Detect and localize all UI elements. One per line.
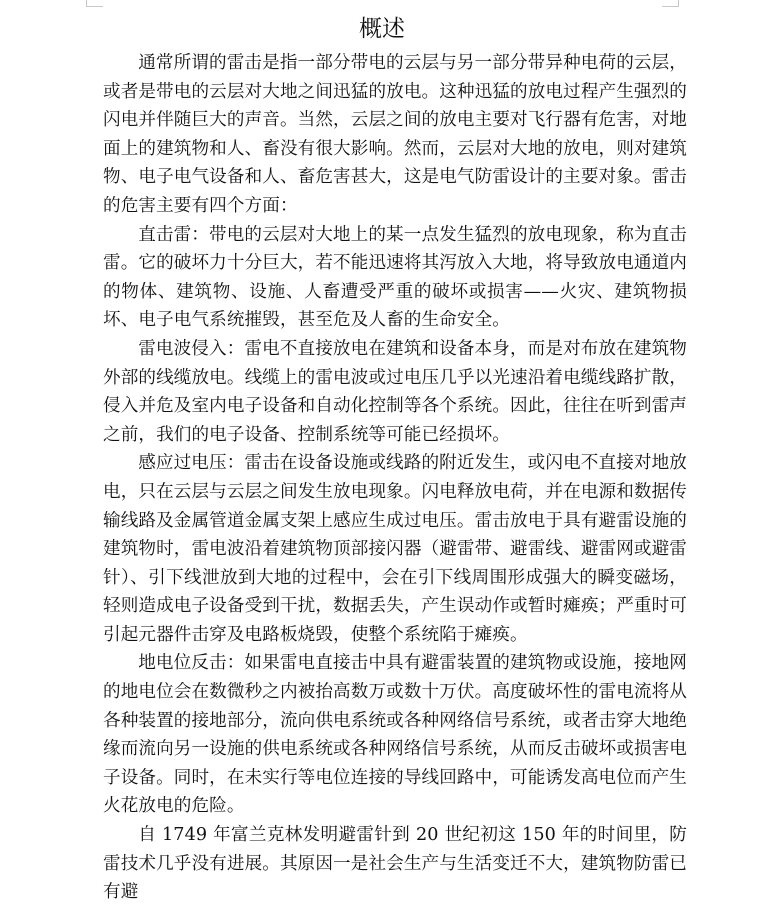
paragraph-overview: 通常所谓的雷击是指一部分带电的云层与另一部分带异种电荷的云层，或者是带电的云层对大地之间迅猛的放电。这种迅猛的放电过程产生强烈的闪电并伴随巨大的声音。当然，云层之间的放电主要对飞行器有危害，对地面上的建筑物和人、畜没有很大影响。然而，云层对大地的放电，则对建筑物、电子电气设备和人、畜危害甚大，这是电气防雷设计的主要对象。雷击的危害主要有四个方面： (103, 53, 687, 216)
document-body (103, 49, 687, 907)
paragraph-lightning-wave-intrusion: 雷电波侵入：雷电不直接放电在建筑和设备本身，而是对布放在建筑物外部的线缆放电。线缆上的雷电波或过电压几乎以光速沿着电缆线路扩散，侵入并危及室内电子设备和自动化控制等各个系统。因此，往往在听到雷声之前，我们的电子设备、控制系统等可能已经损坏。 (103, 338, 687, 445)
paragraph-ground-potential-counterattack: 地电位反击：如果雷电直接击中具有避雷装置的建筑物或设施，接地网的地电位会在数微秒之内被抬高数万或数十万伏。高度破坏性的雷电流将从各种装置的接地部分，流向供电系统或各种网络信号系统，或者击穿大地绝缘而流向另一设施的供电系统或各种网络信号系统，从而反击破坏或损害电子设备。同时，在未实行等电位连接的导线回路中，可能诱发高电位而产生火花放电的危险。 (103, 653, 687, 817)
paragraph-direct-lightning: 直击雷：带电的云层对大地上的某一点发生猛烈的放电现象，称为直击雷。它的破坏力十分巨大，若不能迅速将其泻放入大地，将导致放电通道内的物体、建筑物、设施、人畜遭受严重的破坏或损害——火灾、建筑物损坏、电子电气系统摧毁，甚至危及人畜的生命安全。 (103, 224, 687, 331)
paragraph-history: 自 1749 年富兰克林发明避雷针到 20 世纪初这 150 年的时间里，防雷技术几乎没有进展。其原因一是社会生产与生活变迁不大，建筑物防雷已有避 (103, 825, 687, 903)
paragraph-induced-overvoltage: 感应过电压：雷击在设备设施或线路的附近发生，或闪电不直接对地放电，只在云层与云层之间发生放电现象。闪电释放电荷，并在电源和数据传输线路及金属管道金属支架上感应生成过电压。雷击放电于具有避雷设施的建筑物时，雷电波沿着建筑物顶部接闪器（避雷带、避雷线、避雷网或避雷针）、引下线泄放到大地的过程中，会在引下线周围形成强大的瞬变磁场，轻则造成电子设备受到干扰，数据丢失，产生误动作或暂时瘫痪；严重时可引起元器件击穿及电路板烧毁，使整个系统陷于瘫痪。 (103, 453, 687, 645)
document-title: 概述 (359, 16, 405, 42)
margin-corner-mark-left (86, 0, 103, 7)
margin-corner-mark-right (662, 0, 679, 7)
